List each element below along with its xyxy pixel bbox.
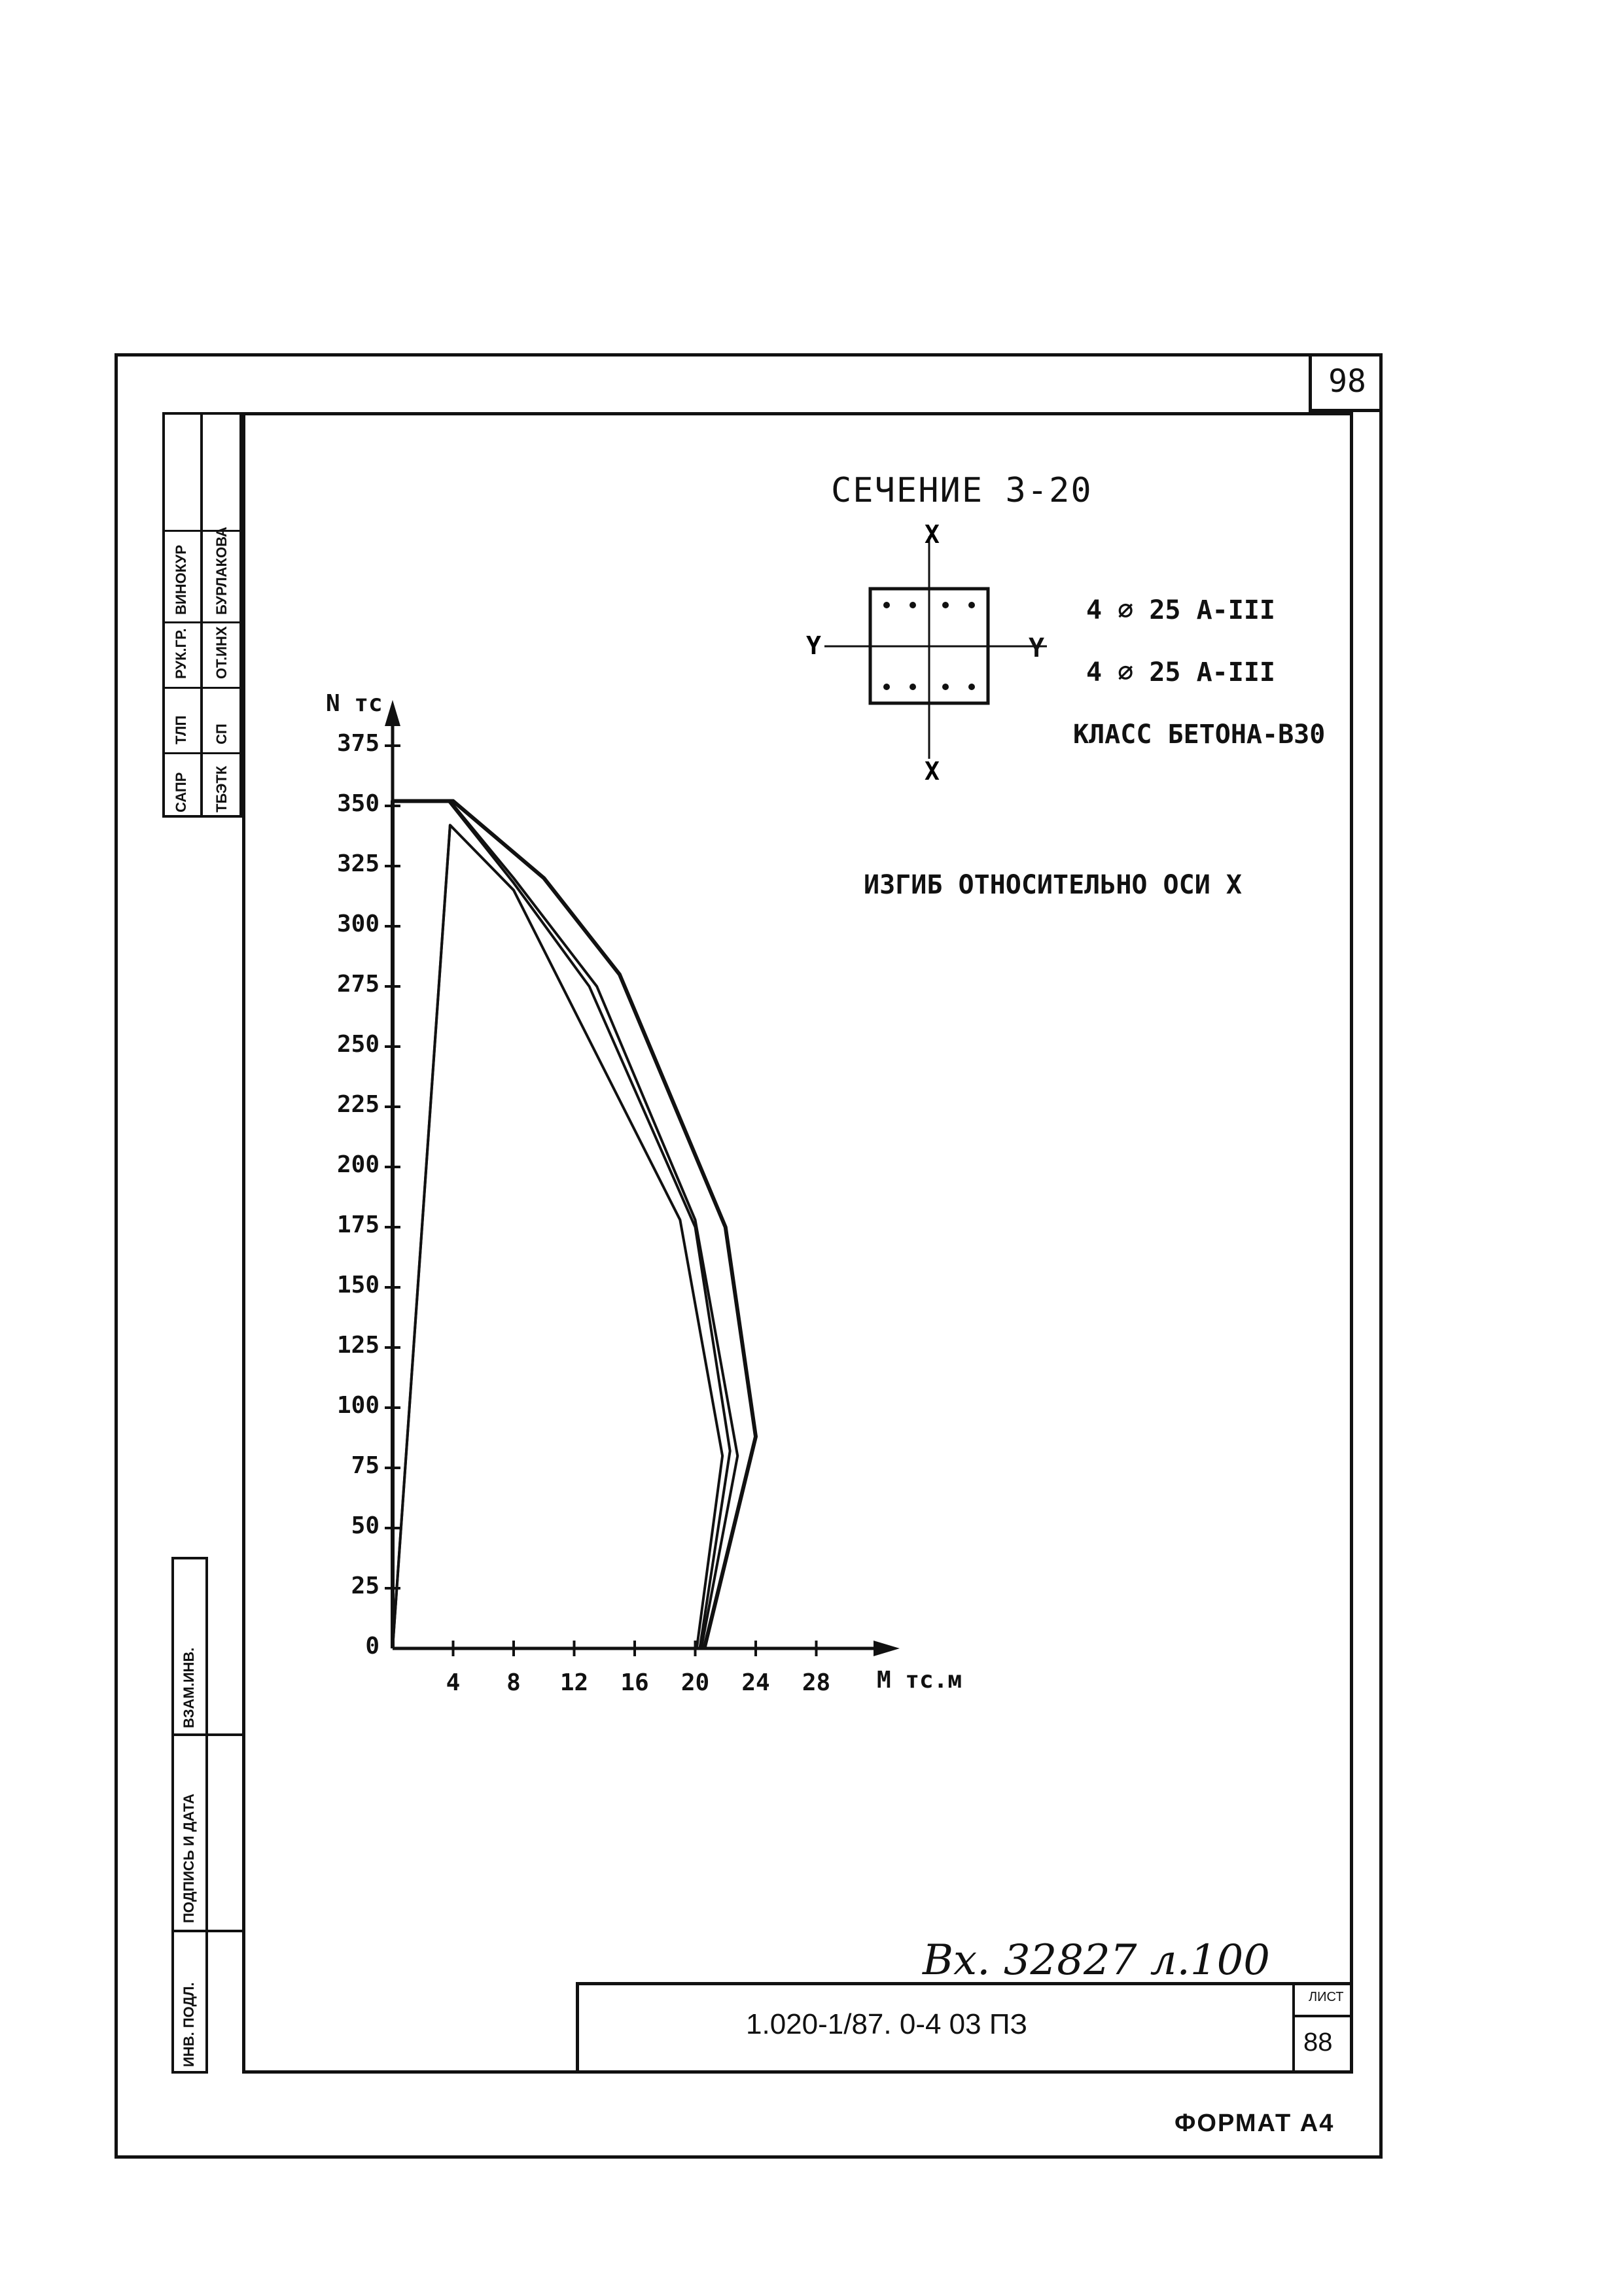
- y-axis-arrow: [385, 700, 400, 726]
- x-tick-label: 4: [446, 1669, 461, 1696]
- y-tick-label: 275: [336, 971, 380, 998]
- stamp-inv-podl: ИНВ. ПОДЛ.: [181, 1982, 197, 2067]
- axis-x-top-label: X: [925, 523, 940, 549]
- list-divider: [1292, 2015, 1353, 2017]
- x-axis-arrow: [874, 1641, 900, 1656]
- axis-y-right-label: Y: [1029, 633, 1045, 663]
- handwritten-note: Вх. 32827 л.100: [923, 1936, 1270, 1985]
- stamp-role-ruk: РУК.ГР.: [173, 628, 189, 679]
- series-line-2: [393, 801, 737, 1648]
- axis-x-bottom-label: X: [925, 757, 940, 785]
- y-tick-label: 125: [336, 1332, 380, 1359]
- format-label: ФОРМАТ А4: [1174, 2110, 1335, 2137]
- x-tick-label: 24: [741, 1669, 770, 1696]
- stamp-role-vinokur: ВИНОКУР: [173, 544, 189, 615]
- x-tick-label: 20: [680, 1669, 710, 1696]
- concrete-class: КЛАСС БЕТОНА-В30: [1073, 720, 1326, 750]
- y-axis-label: N тс: [326, 690, 383, 717]
- stamp-podpis-data: ПОДПИСЬ И ДАТА: [181, 1793, 197, 1923]
- y-tick-label: 300: [336, 911, 380, 937]
- y-tick-label: 175: [336, 1211, 380, 1238]
- x-axis-label: M тс.м: [877, 1667, 962, 1694]
- y-tick-label: 100: [336, 1392, 380, 1419]
- stamp-vzam-inv: ВЗАМ.ИНВ.: [181, 1647, 197, 1728]
- y-tick-label: 325: [336, 850, 380, 877]
- y-tick-label: 75: [351, 1452, 380, 1479]
- x-tick-label: 28: [802, 1669, 831, 1696]
- bending-note: ИЗГИБ ОТНОСИТЕЛЬНО ОСИ Х: [864, 870, 1242, 900]
- stamp-name-sp: СП: [213, 723, 230, 744]
- y-tick-label: 50: [351, 1512, 380, 1539]
- stamp-name-burlakova: БУРЛАКОВА: [213, 527, 230, 615]
- y-tick-label: 0: [365, 1633, 380, 1660]
- reinforcement-bottom: 4 ⌀ 25 А-III: [1086, 657, 1275, 687]
- y-tick-label: 250: [336, 1031, 380, 1058]
- stamp-name-otinh: ОТ.ИНХ: [213, 626, 230, 679]
- document-code: 1.020-1/87. 0-4 03 ПЗ: [746, 2008, 1028, 2040]
- reinforcement-top: 4 ⌀ 25 А-III: [1086, 595, 1275, 625]
- y-tick-label: 375: [336, 730, 380, 757]
- list-label: ЛИСТ: [1309, 1990, 1344, 2004]
- x-tick-label: 8: [506, 1669, 521, 1696]
- y-tick-label: 350: [336, 790, 380, 817]
- y-tick-label: 200: [336, 1151, 380, 1178]
- x-tick-label: 16: [620, 1669, 649, 1696]
- section-title: СЕЧЕНИЕ 3-20: [831, 471, 1093, 510]
- sheet-number: 98: [1309, 353, 1383, 412]
- stamp-role-sapr: САПР: [173, 772, 189, 812]
- x-tick-label: 12: [559, 1669, 589, 1696]
- y-tick-label: 25: [351, 1573, 380, 1599]
- list-number: 88: [1303, 2028, 1333, 2057]
- y-tick-label: 150: [336, 1272, 380, 1298]
- y-tick-label: 225: [336, 1091, 380, 1118]
- series-line-1: [393, 801, 756, 1648]
- axis-y-left-label: Y: [806, 631, 821, 660]
- stamp-name-tbetk: ТБЭТК: [213, 765, 230, 812]
- series-line-5: [393, 825, 450, 1648]
- stamp-role-tlp: ТЛП: [173, 715, 189, 744]
